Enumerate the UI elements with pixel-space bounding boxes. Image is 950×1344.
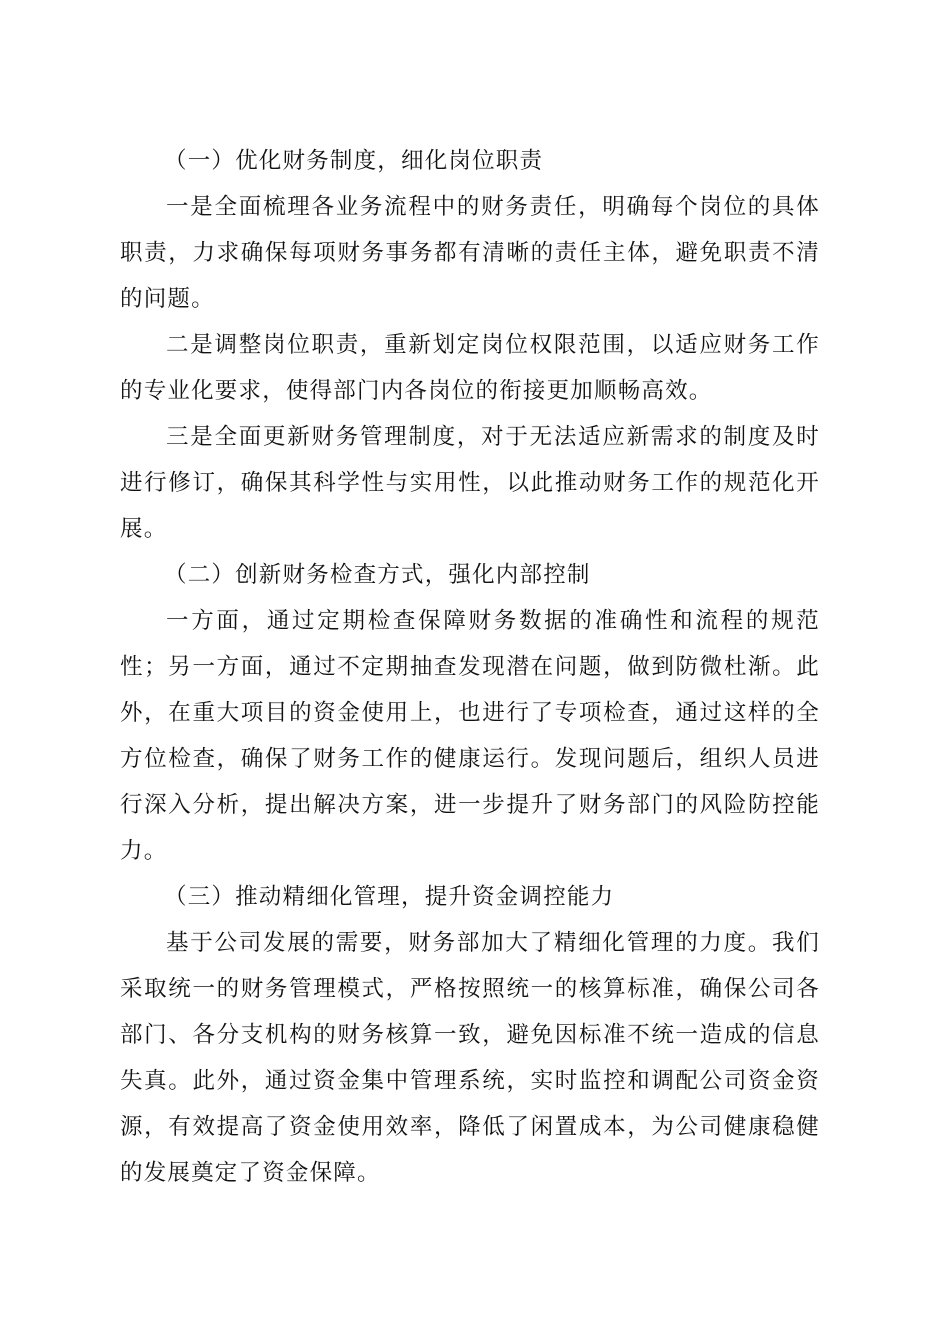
paragraph: 三是全面更新财务管理制度，对于无法适应新需求的制度及时进行修订，确保其科学性与实用性，以此推动财务工作的规范化开展。: [120, 424, 820, 542]
section-heading-3: （三）推动精细化管理，提升资金调控能力: [164, 884, 615, 910]
paragraph: 一方面，通过定期检查保障财务数据的准确性和流程的规范性；另一方面，通过不定期抽查发现潜在问题，做到防微杜渐。此外，在重大项目的资金使用上，也进行了专项检查，通过这样的全方位检查，确保了财务工作的健康运行。发现问题后，组织人员进行深入分析，提出解决方案，进一步提升了财务部门的风险防控能力。: [120, 608, 820, 864]
section-heading-2: （二）创新财务检查方式，强化内部控制: [164, 562, 591, 588]
paragraph: 二是调整岗位职责，重新划定岗位权限范围，以适应财务工作的专业化要求，使得部门内各岗位的衔接更加顺畅高效。: [120, 332, 820, 404]
paragraph: 一是全面梳理各业务流程中的财务责任，明确每个岗位的具体职责，力求确保每项财务事务都有清晰的责任主体，避免职责不清的问题。: [120, 194, 820, 312]
document-body: [120, 138, 820, 1196]
paragraph: 基于公司发展的需要，财务部加大了精细化管理的力度。我们采取统一的财务管理模式，严格按照统一的核算标准，确保公司各部门、各分支机构的财务核算一致，避免因标准不统一造成的信息失真。此外，通过资金集中管理系统，实时监控和调配公司资金资源，有效提高了资金使用效率，降低了闲置成本，为公司健康稳健的发展奠定了资金保障。: [120, 930, 820, 1186]
section-heading-1: （一）优化财务制度，细化岗位职责: [164, 148, 544, 174]
